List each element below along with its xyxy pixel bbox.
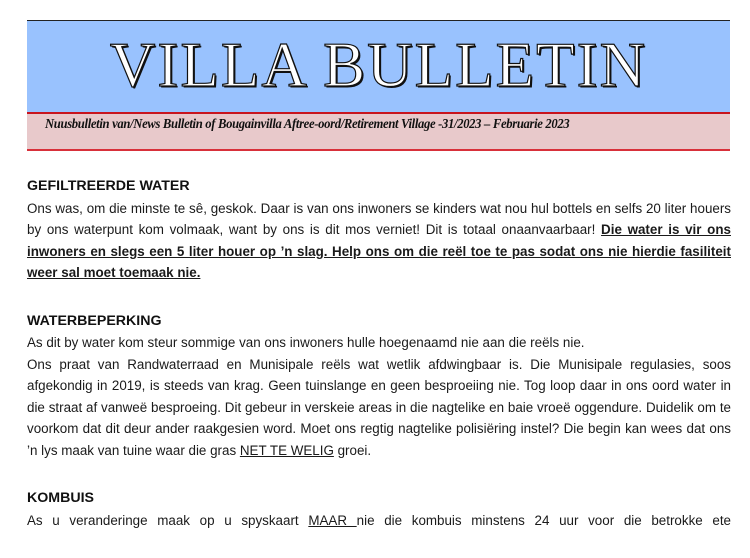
- paragraph-text: Ons was, om die minste te sê, geskok. Daar is van ons inwoners se kinders wat nou hul bottels en selfs 20 liter houers by ons waterpunt kom volmaak, want by ons is dit mos verniet! Dit is totaal onaanvaarbaar!: [27, 200, 731, 237]
- section-paragraph: [27, 354, 731, 462]
- newsletter-title: VILLA BULLETIN: [109, 30, 648, 100]
- paragraph-text-end: groei.: [333, 442, 372, 458]
- paragraph-text: As u veranderinge maak op u spyskaart: [27, 512, 309, 528]
- section-paragraph: [27, 510, 731, 532]
- paragraph-text-end: nie die kombuis minstens 24 uur voor die betrokke ete: [356, 512, 731, 528]
- newsletter-body: [27, 176, 731, 558]
- section-heading: KOMBUIS: [27, 490, 94, 506]
- section-heading: GEFILTREERDE WATER: [27, 178, 190, 194]
- section-intro-line: As dit by water kom steur sommige van ons inwoners hulle hoegenaamd nie aan die reëls nie.: [27, 335, 585, 350]
- section-waterbeperking: [27, 311, 731, 462]
- section-kombuis: [27, 488, 731, 531]
- masthead-subtitle-band: [27, 112, 730, 151]
- masthead-banner: [27, 20, 730, 114]
- emphasis-text: Die water is vir ons inwoners en slegs een 5 liter houer op ’n slag. Help ons om die reël toe te pas sodat ons nie hierdie fasiliteit weer sal moet toemaak nie.: [27, 222, 731, 280]
- paragraph-text: Ons praat van Randwaterraad en Munisipale reëls wat wetlik afdwingbaar is. Die Munisipale regulasies, soos afgekondig in 2019, is steeds van krag. Geen tuinslange en geen besproeiing nie. Tog loop daar in ons oord water in die straat af vanweë besproeing. Dit gebeur in verskeie areas in die nagtelike en baie vroeë oggendure. Duidelik om te voorkom dat dit deur ander raakgesien word. Moet ons regtig nagtelike polisiëring instel? Die begin kan wees dat ons ’n lys maak van tuine waar die gras: [27, 356, 731, 458]
- section-gefiltreerde-water: [27, 176, 731, 284]
- underlined-text: NET TE WELIG: [239, 442, 334, 458]
- underlined-text: MAAR: [308, 512, 357, 528]
- section-paragraph: [27, 198, 731, 284]
- newsletter-subtitle: Nuusbulletin van/News Bulletin of Bougainvilla Aftree-oord/Retirement Village -31/2023 – Februarie 2023: [45, 116, 570, 131]
- section-heading: WATERBEPERKING: [27, 312, 162, 329]
